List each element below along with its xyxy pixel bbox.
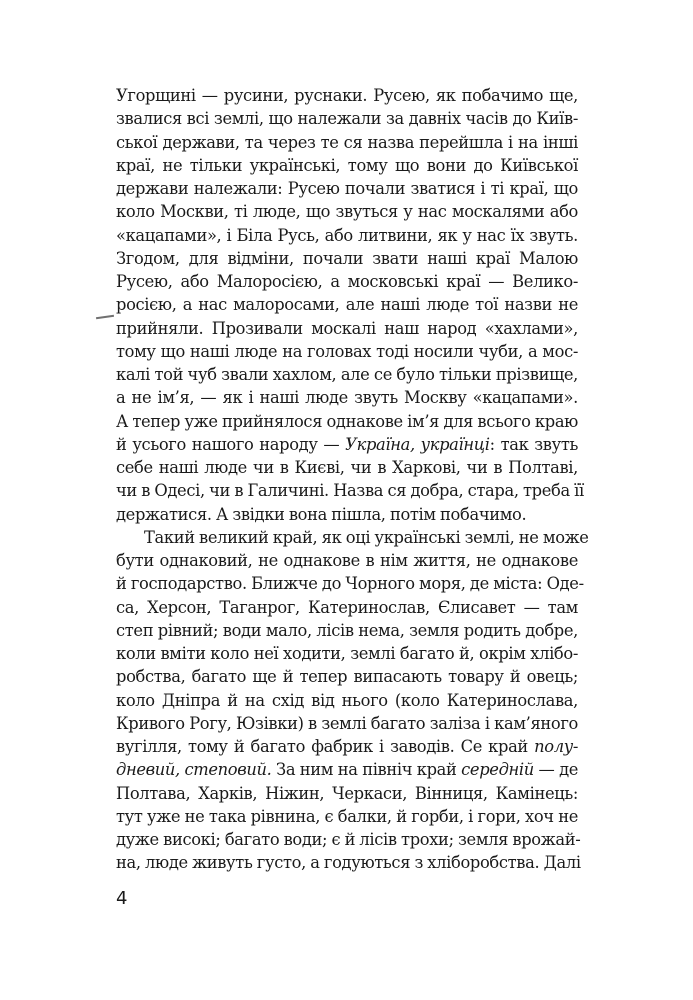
text-segment: вугілля, тому й багато фабрик і заводів. Се край [116, 737, 528, 756]
text-line: дуже високі; багато води; є й лісів трохи; земля врожай- [116, 830, 581, 849]
text-line: степ рівний; води мало, лісів нема, земля родить добре, [116, 620, 578, 640]
text-line: «кацапами», і Біла Русь, або литвини, як у нас їх звуть. [116, 225, 578, 245]
text-segment: й усього нашого народу — [116, 434, 340, 454]
text-line: робства, багато ще й тепер випасають товару й овець; [116, 667, 578, 687]
text-line: Русею, або Малоросією, а московські краї — Велико- [116, 272, 578, 291]
text-line: коли вміти коло неї ходити, землі багато й, окрім хлібо- [116, 644, 578, 663]
text-line [116, 433, 578, 456]
text-line: Полтава, Харків, Ніжин, Черкаси, Вінниця, Камінець: [116, 783, 578, 803]
text-line: себе наші люде чи в Києві, чи в Харкові, чи в Полтаві, [116, 458, 578, 477]
text-line: прийняли. Прозивали москалі наш народ «хахлами», [116, 318, 578, 338]
text-line: тому що наші люде на головах тоді носили чуби, а мос- [116, 341, 578, 361]
text-segment: : [489, 434, 495, 454]
text-line: Такий великий край, як оці українські землі, не може [144, 527, 589, 547]
text-line: звалися всі землі, що належали за давніх часів до Київ- [116, 109, 578, 129]
text-line: краї, не тільки українські, тому що вони до Київської [116, 155, 578, 175]
text-line: чи в Одесі, чи в Галичині. Назва ся добра, стара, треба її [116, 481, 584, 501]
text-line: росією, а нас малоросами, але наші люде тої назви не [116, 295, 578, 315]
italic-term: Україна, українці [345, 434, 490, 454]
italic-term: полу- [534, 737, 578, 756]
text-line: Згодом, для відміни, почали звати наші краї Малою [116, 248, 578, 268]
text-line: а не ім’я, — як і наші люде звуть Москву «кацапами». [116, 388, 578, 408]
text-line: А тепер уже прийнялося однакове ім’я для всього краю [116, 411, 578, 431]
text-line: на, люде живуть густо, а годуються з хліборобства. Далі [116, 853, 581, 873]
text-line [116, 758, 578, 781]
text-segment: так звуть [500, 434, 579, 454]
text-line: держави належали: Русею почали зватися і ті краї, що [116, 179, 578, 198]
text-line: калі той чуб звали хахлом, але се було тільки прізвище, [116, 365, 578, 384]
italic-term: середній [461, 760, 534, 780]
text-line: бути однаковий, не однакове в нім життя, не однакове [116, 551, 578, 570]
text-line [116, 735, 578, 758]
text-line: Кривого Рогу, Юзівки) в землі багато заліза і кам’яного [116, 713, 578, 733]
text-line: са, Херсон, Таганрог, Катеринослав, Єлисавет — там [116, 597, 578, 617]
stray-pen-mark [96, 315, 114, 319]
italic-term: дневий, степовий. [116, 760, 272, 780]
text-segment: За ним на північ край [276, 760, 457, 780]
text-line: тут уже не така рівнина, є балки, й горби, і гори, хоч не [116, 806, 578, 826]
text-line: Угорщині — русини, руснаки. Русею, як побачимо ще, [116, 86, 578, 105]
text-line: й господарство. Ближче до Чорного моря, де міста: Оде- [116, 574, 584, 594]
text-line: держатися. А звідки вона пішла, потім побачимо. [116, 504, 527, 524]
page-number: 4 [116, 888, 128, 909]
text-line: коло Дніпра й на схід від нього (коло Катеринослава, [116, 690, 578, 710]
text-line: коло Москви, ті люде, що звуться у нас москалями або [116, 202, 578, 222]
text-segment: — де [538, 760, 579, 780]
text-line: ської держави, та через те ся назва перейшла і на інші [116, 132, 578, 152]
page-text [116, 84, 589, 875]
